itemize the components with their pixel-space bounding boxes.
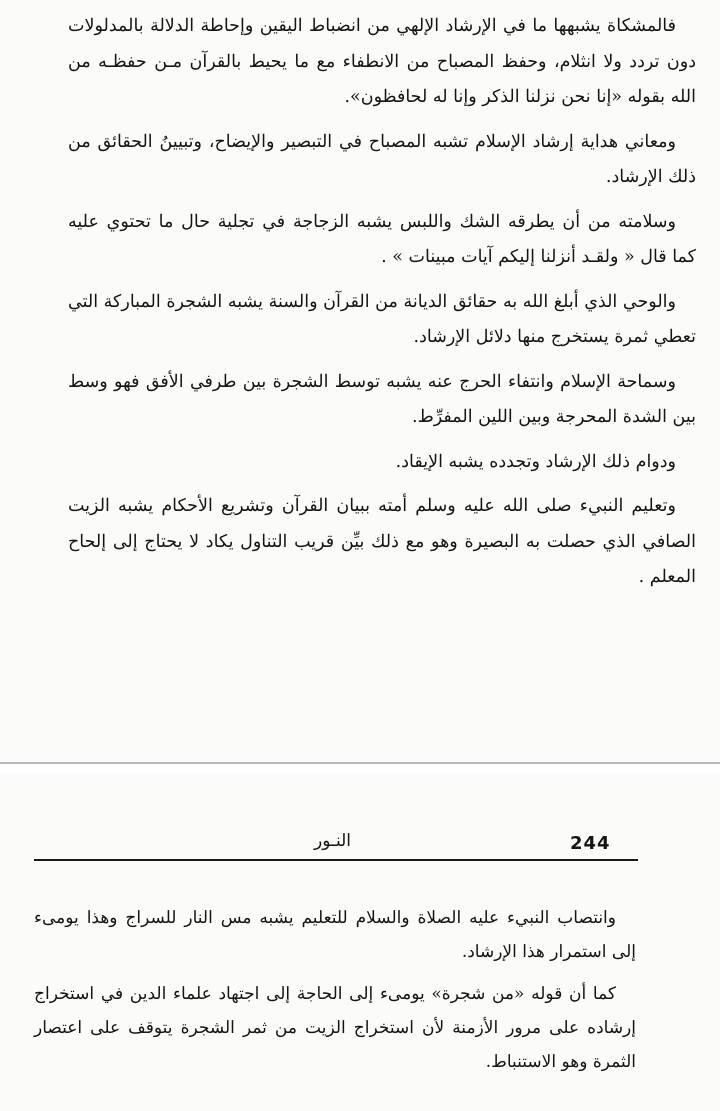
page-header	[34, 829, 638, 861]
paragraph-hidaya: ومعاني هداية إرشاد الإسلام تشبه المصباح في التبصير والإيضاح، وتبيينُ الحقائق من ذلك الإرشاد.	[68, 131, 696, 187]
paragraph-dawam: ودوام ذلك الإرشاد وتجدده يشبه الإيقاد.	[395, 451, 676, 472]
paragraph-salama: وسلامته من أن يطرقه الشك واللبس يشبه الزجاجة في تجلية حال ما تحتوي عليه كما قال « ولقـد أنزلنا إليكم آيات مبينات » .	[68, 211, 696, 267]
paragraph-min-shajara: كما أن قوله «من شجرة» يومىء إلى الحاجة إلى اجتهاد علماء الدين في استخراج إرشاده على مرور الأزمنة لأن استخراج الزيت من ثمر الشجرة يتوقف على اعتصار الثمرة وهو الاستنباط.	[34, 984, 636, 1072]
top-page-text	[68, 9, 696, 605]
paragraph-samaha: وسماحة الإسلام وانتفاء الحرج عنه يشبه توسط الشجرة بين طرفي الأفق فهو وسط بين الشدة المحرجة وبين اللين المفرِّط.	[68, 371, 696, 427]
page-number: 244	[570, 833, 611, 854]
bottom-page-text	[34, 901, 636, 1087]
paragraph-taalim: وتعليم النبيء صلى الله عليه وسلم أمته ببيان القرآن وتشريع الأحكام يشبه الزيت الصافي الذي حصلت به البصيرة وهو مع ذلك بيِّن قريب التناول يكاد لا يحتاج إلى إلحاح المعلم .	[68, 496, 696, 587]
paragraph-intisab: وانتصاب النبيء عليه الصلاة والسلام للتعليم يشبه مس النار للسراج وهذا يومىء إلى استمرار هذا الإرشاد.	[34, 908, 636, 962]
paragraph-mishkat: فالمشكاة يشبهها ما في الإرشاد الإلهي من انضباط اليقين وإحاطة الدلالة بالمدلولات دون تردد ولا انثلام، وحفظ المصباح من الانطفاء مع ما يحيط بالقرآن مـن حفظـه من الله بقوله «إنا نحن نزلنا الذكر وإنا له لحافظون».	[68, 16, 696, 107]
paragraph-wahy: والوحي الذي أبلغ الله به حقائق الديانة من القرآن والسنة يشبه الشجرة المباركة التي تعطي ثمرة يستخرج منها دلائل الإرشاد.	[68, 291, 696, 347]
bottom-page	[0, 773, 720, 1111]
running-title: النـور	[314, 831, 352, 851]
